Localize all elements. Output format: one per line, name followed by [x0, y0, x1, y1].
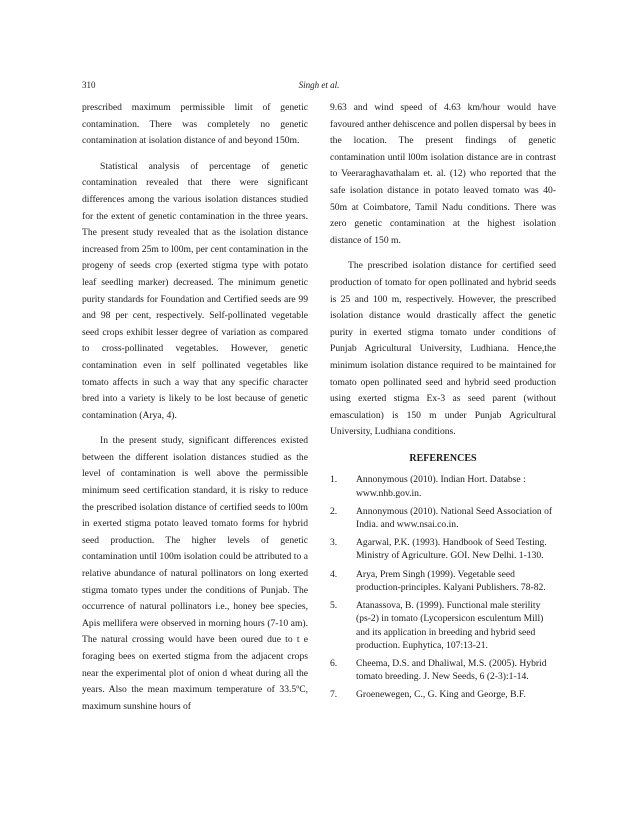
- paragraph: prescribed maximum permissible limit of genetic contamination. There was completely no genetic contamination at isolation distance of and beyond 150m.: [82, 102, 308, 147]
- page-number: 310: [82, 80, 96, 90]
- reference-number: 5.: [330, 600, 338, 612]
- reference-item: [330, 599, 556, 652]
- reference-text: Groenewegen, C., G. King and George, B.F.: [356, 689, 526, 701]
- reference-text: Arya, Prem Singh (1999). Vegetable seed production-principles. Kalyani Publishers. 78-82.: [356, 568, 546, 593]
- reference-number: 4.: [330, 568, 338, 580]
- reference-item: [330, 505, 556, 531]
- reference-text: Cheema, D.S. and Dhaliwal, M.S. (2005). Hybrid tomato breeding. J. New Seeds, 6 (2-3):1-14.: [356, 657, 547, 683]
- running-head: Singh et al.: [298, 80, 340, 90]
- references-heading: REFERENCES: [409, 452, 477, 464]
- reference-item: [330, 473, 556, 499]
- right-column: [330, 100, 556, 707]
- reference-number: 3.: [330, 537, 338, 549]
- reference-item: [330, 536, 556, 562]
- paragraph: In the present study, significant differences existed between the different isolation distances studied as the level of contamination is well above the permissible minimum seed certification standard, it is risky to reduce the prescribed isolation distance of certified seeds to l00m in exerted stigma potato leaved tomato forms for hybrid seed production. The higher levels of genetic contamination until 100m isolation could be attributed to a relative abundance of natural pollinators on long exerted stigma tomato types under the conditions of Punjab. The occurrence of natural pollinators i.e., honey bee species, Apis mellifera were observed in morning hours (7-10 am). The natural crossing would have been oured due to t e foraging bees on exerted stigma from the adjacent crops near the experimental plot of onion d wheat during all the years. Also the mean maximum temperature of 33.5ºC, maximum sunshine hours of: [82, 435, 308, 712]
- page-header: [82, 80, 556, 94]
- reference-number: 7.: [330, 689, 338, 701]
- reference-item: [330, 657, 556, 683]
- paragraph: Statistical analysis of percentage of genetic contamination revealed that there were significant differences among the various isolation distances studied for the extent of genetic contamination in the three years. The present study revealed that as the isolation distance increased from 25m to l00m, per cent contamination in the progeny of seeds crop (exerted stigma type with potato leaf seedling marker) decreased. The minimum genetic purity standards for Foundation and Certified seeds are 99 and 98 per cent, respectively. Self-pollinated vegetable seed crops exhibit lesser degree of variation as compared to cross-pollinated vegetables. However, genetic contamination even in self pollinated vegetables like tomato affects in such a way that any specific character bred into a variety is likely to be lost because of genetic contamination (Arya, 4).: [82, 160, 308, 421]
- reference-text: Annonymous (2010). National Seed Association of India. and www.nsai.co.in.: [356, 505, 553, 531]
- reference-number: 1.: [330, 474, 338, 486]
- reference-text: Agarwal, P.K. (1993). Handbook of Seed Testing. Ministry of Agriculture. GOI. New Delhi. 1-130.: [356, 537, 547, 562]
- reference-number: 6.: [330, 657, 338, 669]
- left-column: [82, 100, 308, 715]
- reference-text: Atanassova, B. (1999). Functional male sterility (ps-2) in tomato (Lycopersicon esculentum Mill) and its application in breeding and hybrid seed production. Euphytica, 107:13-21.: [356, 600, 544, 651]
- reference-item: [330, 568, 556, 594]
- reference-item: [330, 688, 556, 701]
- reference-text: Annonymous (2010). Indian Hort. Databse : www.nhb.gov.in.: [356, 474, 526, 499]
- reference-number: 2.: [330, 505, 338, 517]
- paragraph: 9.63 and wind speed of 4.63 km/hour would have favoured anther dehiscence and pollen dispersal by bees in the location. The present findings of genetic contamination until l00m isolation distance are in contrast to Veeraraghavathalam et. al. (12) who reported that the safe isolation distance in potato leaved tomato was 40-50m at Coimbatore, Tamil Nadu conditions. There was zero genetic contamination at the highest isolation distance of 150 m.: [330, 102, 556, 246]
- paragraph: The prescribed isolation distance for certified seed production of tomato for open pollinated and hybrid seeds is 25 and 100 m, respectively. However, the prescribed isolation distance would drastically affect the genetic purity in exerted stigma tomato under conditions of Punjab Agricultural University, Ludhiana. Hence,the minimum isolation distance required to be maintained for tomato open pollinated seed and hybrid seed production using exerted stigma Ex-3 as seed parent (without emasculation) is 150 m under Punjab Agricultural University, Ludhiana conditions.: [330, 260, 556, 438]
